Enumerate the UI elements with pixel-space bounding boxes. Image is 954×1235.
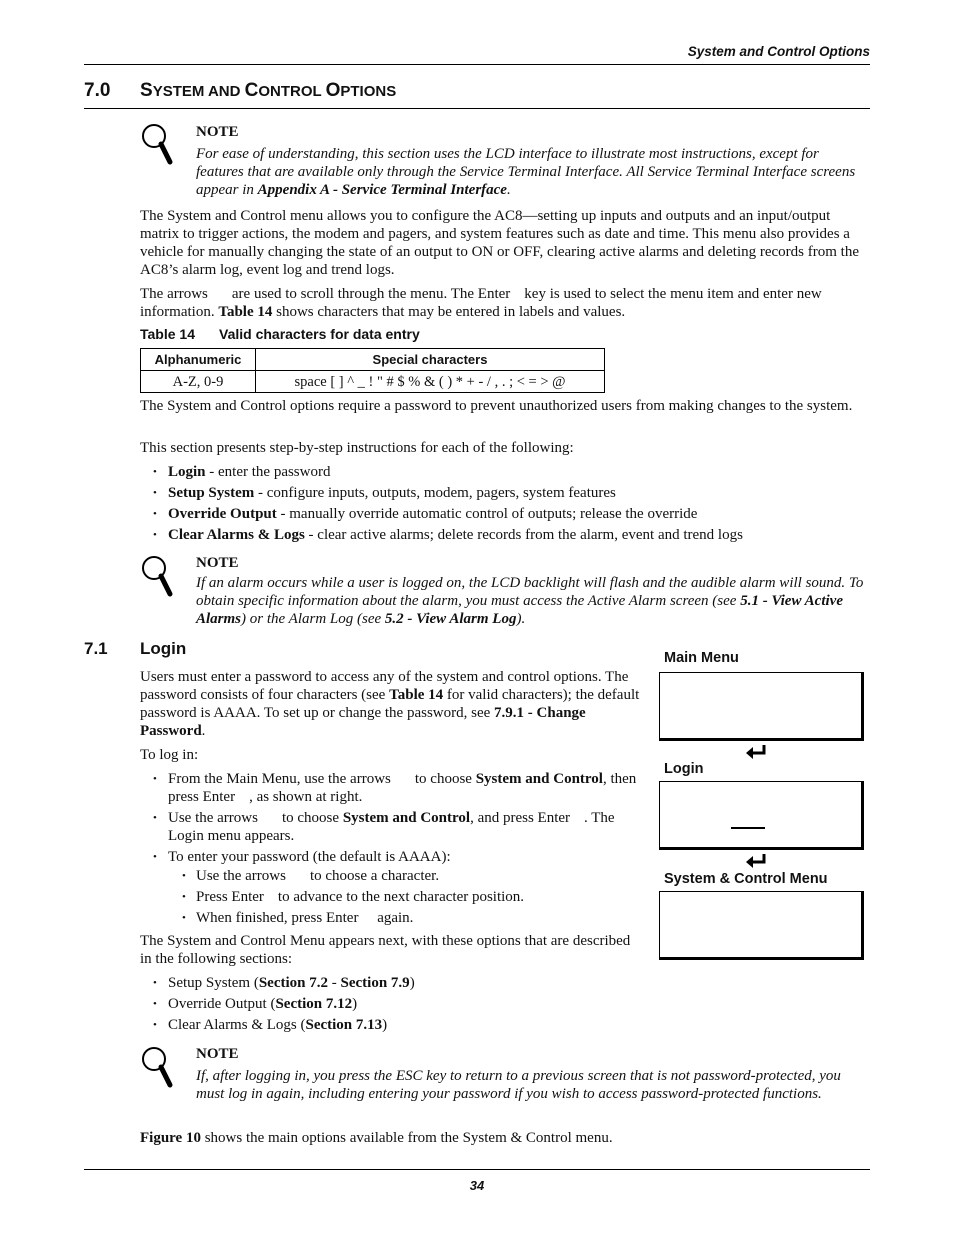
- list-item: [140, 770, 640, 806]
- list-item: [140, 848, 640, 866]
- text: to advance to the next character position.: [277, 889, 525, 905]
- text: key is used to select the menu item and enter new information.: [140, 286, 822, 320]
- item-label: Login: [168, 464, 206, 480]
- section-reference: Section 7.13: [305, 1017, 383, 1033]
- login-paragraph: [140, 668, 640, 740]
- text: shows characters that may be entered in labels and values.: [276, 304, 626, 320]
- menu-name: System and Control: [475, 771, 603, 787]
- item-text: - configure inputs, outputs, modem, pagers, system features: [254, 485, 616, 501]
- note-body: [196, 145, 864, 199]
- section-reference: Section 7.2: [258, 975, 329, 991]
- text: ): [382, 1017, 388, 1033]
- note-title: NOTE: [196, 1046, 239, 1062]
- item-label: Setup System: [168, 485, 255, 501]
- list-item: [140, 505, 870, 523]
- table-label: Table 14: [140, 326, 195, 342]
- note-reference: 5.1 - View Active Alarms: [196, 593, 843, 627]
- text: Override Output (: [168, 996, 276, 1012]
- item-text: - clear active alarms; delete records from the alarm, event and trend logs: [304, 527, 743, 543]
- magnifier-icon: [140, 1045, 176, 1091]
- text: to choose a character.: [309, 868, 440, 884]
- table-cell: space [ ] ^ _ ! " # $ % & ( ) * + - / , . ; < = > @: [256, 371, 605, 393]
- item-label: Override Output: [168, 506, 277, 522]
- intro-paragraph: The System and Control menu allows you to configure the AC8—setting up inputs and outputs and an input/output matrix to trigger actions, the modem and pagers, and system features such as date and time. This menu also provides a vehicle for manually changing the state of an output to ON or OFF, clearing active alarms and deleting records from the AC8’s alarm log, event log and trend logs.: [140, 208, 859, 278]
- section-title: [140, 80, 396, 101]
- login-intro: To log in:: [140, 747, 199, 763]
- text: .: [201, 723, 206, 739]
- text: are used to scroll through the menu. The Enter: [231, 286, 511, 302]
- section-title-part: O: [325, 80, 341, 101]
- text: shows the main options available from the System & Control menu.: [200, 1130, 613, 1146]
- subsection-title: Login: [140, 639, 187, 658]
- section-reference: 7.9.1 - Change Password: [140, 705, 586, 739]
- running-header: System and Control Options: [687, 44, 870, 59]
- list-item: [140, 809, 640, 845]
- footer-rule: [84, 1169, 870, 1170]
- section-title-part: S: [140, 80, 153, 101]
- text: Users must enter a password to access any of the system and control options. The password consists of four characters (see: [140, 669, 629, 703]
- list-item: [140, 526, 870, 544]
- note-title: NOTE: [196, 124, 239, 140]
- table-row: [141, 371, 605, 393]
- lcd-login-screen: [659, 781, 864, 850]
- list-item: [180, 867, 640, 885]
- text: for valid characters); the default password is AAAA. To set up or change the password, see: [140, 687, 640, 721]
- note-text: ).: [516, 611, 526, 627]
- valid-characters-table: [140, 348, 605, 393]
- note-reference: Appendix A - Service Terminal Interface: [257, 182, 507, 198]
- text: . The Login menu appears.: [168, 810, 615, 844]
- section-title-part: PTIONS: [340, 83, 397, 100]
- section-heading: [84, 80, 396, 103]
- options-list: [140, 463, 870, 547]
- text: , and press Enter: [470, 810, 571, 826]
- text: , then press Enter: [168, 771, 637, 805]
- table-header: Alphanumeric: [141, 349, 256, 371]
- password-paragraph: The System and Control options require a password to prevent unauthorized users from making changes to the system.: [140, 398, 853, 414]
- lcd-label-login: Login: [664, 761, 704, 777]
- text: When finished, press Enter again.: [196, 910, 414, 926]
- login-steps: [140, 770, 640, 869]
- header-rule: [84, 64, 870, 65]
- table-header-row: [141, 349, 605, 371]
- text: Setup System (: [168, 975, 259, 991]
- text: To enter your password (the default is AAAA):: [168, 849, 451, 865]
- table-cell: A-Z, 0-9: [141, 371, 256, 393]
- table-caption-text: Valid characters for data entry: [219, 326, 420, 342]
- list-item: [140, 1016, 640, 1034]
- text: Use the arrows: [196, 868, 286, 884]
- section-reference: Section 7.9: [340, 975, 410, 991]
- menu-paragraph: The System and Control Menu appears next, with these options that are described in the following sections:: [140, 933, 631, 967]
- table-reference: Table 14: [389, 687, 444, 703]
- list-item: [180, 888, 640, 906]
- item-label: Clear Alarms & Logs: [168, 527, 305, 543]
- magnifier-icon: [140, 554, 176, 600]
- closing-paragraph: [140, 1129, 868, 1147]
- note-body: [196, 574, 864, 628]
- text: to choose: [281, 810, 340, 826]
- table-reference: Table 14: [218, 304, 273, 320]
- arrows-paragraph: [140, 285, 868, 321]
- lcd-label-main-menu: Main Menu: [664, 650, 739, 666]
- enter-key-icon: [745, 744, 767, 760]
- text: The arrows: [140, 286, 208, 302]
- section-rule: [84, 108, 870, 109]
- note-text: For ease of understanding, this section uses the LCD interface to illustrate most instructions, except for features that are available only through the Service Terminal Interface. All Service Terminal Interface screens appear in: [196, 146, 856, 198]
- page-number: 34: [469, 1178, 485, 1193]
- text: -: [328, 975, 341, 991]
- text: , as shown at right.: [249, 789, 363, 805]
- item-text: - enter the password: [205, 464, 331, 480]
- list-item: [180, 909, 640, 927]
- list-intro: This section presents step-by-step instructions for each of the following:: [140, 440, 574, 456]
- table-header: Special characters: [256, 349, 605, 371]
- note-text-end: .: [506, 182, 511, 198]
- figure-reference: Figure 10: [140, 1130, 201, 1146]
- text: Use the arrows: [168, 810, 258, 826]
- text: Clear Alarms & Logs (: [168, 1017, 306, 1033]
- section-number: 7.0: [84, 80, 111, 101]
- subsection-number: 7.1: [84, 639, 108, 658]
- item-text: - manually override automatic control of outputs; release the override: [276, 506, 698, 522]
- table-caption: [140, 325, 420, 343]
- list-item: [140, 995, 640, 1013]
- list-item: [140, 484, 870, 502]
- note-body: If, after logging in, you press the ESC key to return to a previous screen that is not password-protected, you must log in again, including entering your password if you wish to access password-protected functions.: [196, 1068, 841, 1102]
- section-title-part: C: [244, 80, 259, 101]
- lcd-system-control-screen: [659, 891, 864, 960]
- text: From the Main Menu, use the arrows: [168, 771, 391, 787]
- lcd-main-menu-screen: [659, 672, 864, 741]
- section-list: [140, 974, 640, 1037]
- enter-key-icon: [745, 853, 767, 869]
- password-cursor: [731, 827, 765, 829]
- text: ): [352, 996, 358, 1012]
- menu-name: System and Control: [342, 810, 471, 826]
- note-text: If an alarm occurs while a user is logged on, the LCD backlight will flash and the audible alarm will sound. To obtain specific information about the alarm, you must access the Active Alarm screen (see: [196, 575, 864, 609]
- section-title-part: YSTEM AND: [152, 83, 245, 100]
- note-reference: 5.2 - View Alarm Log: [384, 611, 517, 627]
- note-title: NOTE: [196, 555, 239, 571]
- text: ): [409, 975, 415, 991]
- list-item: [140, 463, 870, 481]
- password-substeps: [180, 867, 640, 930]
- subsection-heading: [84, 640, 186, 658]
- text: to choose: [414, 771, 472, 787]
- section-title-part: ONTROL: [258, 83, 326, 100]
- magnifier-icon: [140, 122, 176, 168]
- lcd-label-system-control-menu: System & Control Menu: [664, 871, 828, 887]
- note-text: ) or the Alarm Log (see: [241, 611, 385, 627]
- text: Press Enter: [196, 889, 264, 905]
- section-reference: Section 7.12: [275, 996, 353, 1012]
- list-item: [140, 974, 640, 992]
